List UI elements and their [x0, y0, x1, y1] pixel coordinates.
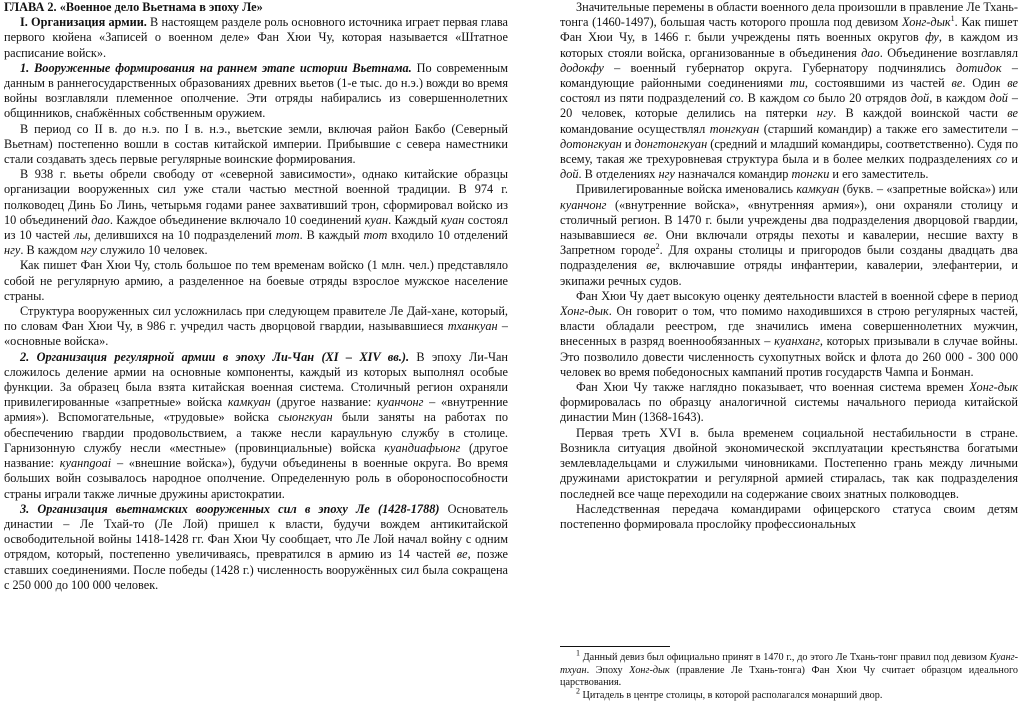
footnote-ref[interactable]: 1: [950, 14, 955, 24]
paragraph: 2. Организация регулярной армии в эпоху Ли-Чан (XI – XIV вв.). В эпоху Ли-Чан сложилось деление армии на основные компоненты, каждый из которых выполнял особые функции. За образец была взята китайская военная система. Столичный регион охраняли привилегированные «запретные» войска камкуан (другое название: куанчонг – «внутренние армия»). Вспомогательные, «трудовые» войска сыонгкуан были заняты на работах по обеспечению гвардии продовольствием, а также несли караульную службу в столице. Гарнизонную службу несли «местные» (провинциальные) войска куандиафыонг (другое название: куанngoai – «внешние войска»), будучи объединены в военные округа. Во время больших войн созывалось народное ополчение. Определенную роль в обороноспособности страны играли также личные дружины аристократии.: [4, 349, 508, 501]
right-column: [560, 0, 1018, 723]
footnote: $^1$ Данный девиз был официально принят в 1470 г., до этого Ле Тхань-тонг правил под девизом Куанг-тхуан. Эпоху Хонг-дык (правление Ле Тхань-тонга) Фан Хюи Чу считает образцом идеального царствования.: [560, 648, 1018, 689]
text: В настоящем разделе роль основного источника играет первая глава первого кюйена «Записей о военном деле» Фан Хюи Чу, которая называется «Штатное расписание войск».: [4, 15, 508, 60]
paragraph: 3. Организация вьетнамских вооруженных сил в эпоху Ле (1428-1788) Основатель династии – Ле Тхай-то (Ле Лой) пришел к власти, будучи вождем антикитайской освободительной войны 1418-1428 гг. Фан Хюи Чу сообщает, что Ле Лой начал войну с одним отрядом, который, постепенно увеличиваясь, превратился в армию из 14 частей ве, позже ставших соединениями. После победы (1428 г.) численность вооружённых сил была сокращена с 250 000 до 100 000 человек.: [4, 501, 508, 592]
paragraph: В 938 г. вьеты обрели свободу от «северной зависимости», однако китайские образцы организации вооруженных сил уже стали частью местной военной традиции. В 974 г. полководец Динь Бо Линь, четырьмя годами ранее захвативший трон, сформировал войско из 10 объединений дао. Каждое объединение включало 10 соединений куан. Каждый куан состоял из 10 частей лы, делившихся на 10 подразделений тот. В каждый тот входило 10 отделений нгу. В каждом нгу служило 10 человек.: [4, 167, 508, 258]
paragraph: Значительные перемены в области военного дела произошли в правление Ле Тхань-тонга (1460-1497), большая часть которого прошла под девизом Хонг-дык$^1$. Как пишет Фан Хюи Чу, в 1466 г. были учреждены пять военных округов фу, в каждом из которых стояли войска, организованные в объединения дао. Объединение возглавлял додокфу – военный губернатор округа. Губернатору подчинялись дотидок – командующие районными соединениями ти, состоявшими из частей ве. Один ве состоял из пяти подразделений со. В каждом со было 20 отрядов дой, в каждом дой – 20 человек, которые делились на пятерки нгу. В каждой воинской части ве командование осуществлял тонгкуан (старший командир) а также его заместители – дотонгкуан и донгтонгкуан (средний и младший командиры, соответственно). Судя по всему, такая же трехуровневая структура была и в более мелких подразделениях со и дой. В отделениях нгу назначался командир тонгки и его заместитель.: [560, 0, 1018, 182]
footnote-divider: [560, 646, 670, 647]
footnote-ref[interactable]: 2: [655, 242, 660, 252]
section-heading: 2. Организация регулярной армии в эпоху Ли-Чан (XI – XIV вв.).: [20, 349, 410, 364]
left-column: [4, 0, 508, 723]
text: По современным данным в раннегосударственных образованиях древних вьетов (1-е тыс. до н.э.) вожди во время войны возглавляли племенное ополчение. Эти отряды набирались из совершеннолетних общинников, снабжённых собственным оружием.: [4, 60, 508, 121]
footnote: $^2$ Цитадель в центре столицы, в которой располагался монарший двор.: [576, 686, 883, 701]
chapter-title: ГЛАВА 2. «Военное дело Вьетнама в эпоху Ле»: [4, 0, 263, 14]
paragraph: Привилегированные войска именовались камкуан (букв. – «запретные войска») или куанчонг («внутренние войска», «внутренняя армия»), они охраняли столицу и столичный регион. В 1470 г. были учреждены два подразделения дворцовой гвардии, называвшиеся ве. Они включали отряды пехоты и кавалерии, несшие вахту в Запретном городе$^2$. Для охраны столицы и пригородов были созданы двадцать два подразделения ве, включавшие отряды инфантерии, кавалерии, элефантерии, и экипажи речных судов.: [560, 182, 1018, 288]
paragraph: Первая треть XVI в. была временем социальной нестабильности в стране. Возникла ситуация двойной экономической эксплуатации крестьянства богатыми землевладельцами и служилыми чиновниками. Постепенно грань между личными дружинами аристократии и регулярной армией стиралась, так как подразделения последней все чаще переходили на содержание своих знатных полководцев.: [560, 425, 1018, 501]
paragraph: Фан Хюи Чу дает высокую оценку деятельности властей в военной сфере в период Хонг-дык. Он говорит о том, что помимо находившихся в строю регулярных частей, власти обладали реестром, где значились имена совершеннолетних мужчин, внесенных в разряд военнообязанных – куанханг, которых призывали в случае войны. Это позволило довести численность сухопутных войск и флота до 260 000 - 300 000 человек во время победоносных кампаний против государств Чампа и Бонман.: [560, 288, 1018, 379]
section-heading: 3. Организация вьетнамских вооруженных сил в эпоху Ле (1428-1788): [20, 501, 440, 516]
section-heading: I. Организация армии.: [20, 15, 147, 30]
paragraph: Наследственная передача командирами офицерского статуса своим детям постепенно формировала прослойку профессиональных: [560, 501, 1018, 531]
paragraph: В период со II в. до н.э. по I в. н.э., вьетские земли, включая район Бакбо (Северный Вьетнам) постепенно вошли в состав китайской империи. Прибывшие с севера наместники стали создавать здесь первые регулярные воинские формирования.: [4, 121, 508, 167]
paragraph: Структура вооруженных сил усложнилась при следующем правителе Ле Дай-хане, который, по словам Фан Хюи Чу, в 986 г. учредил часть дворцовой гвардии, называвшиеся тханкуан – «основные войска».: [4, 304, 508, 349]
paragraph: Как пишет Фан Хюи Чу, столь большое по тем временам войско (1 млн. чел.) представляло собой не регулярную армию, а разделенное на боевые отряды взрослое мужское население страны.: [4, 258, 508, 303]
paragraph: Фан Хюи Чу также наглядно показывает, что военная система времен Хонг-дык формировалась по образцу аналогичной системы начального периода китайской династии Мин (1368-1643).: [560, 380, 1018, 425]
paragraph: [4, 15, 508, 61]
paragraph: [4, 61, 508, 122]
footnotes: [560, 648, 1018, 702]
section-heading: 1. Вооруженные формирования на раннем этапе истории Вьетнама.: [20, 60, 412, 75]
